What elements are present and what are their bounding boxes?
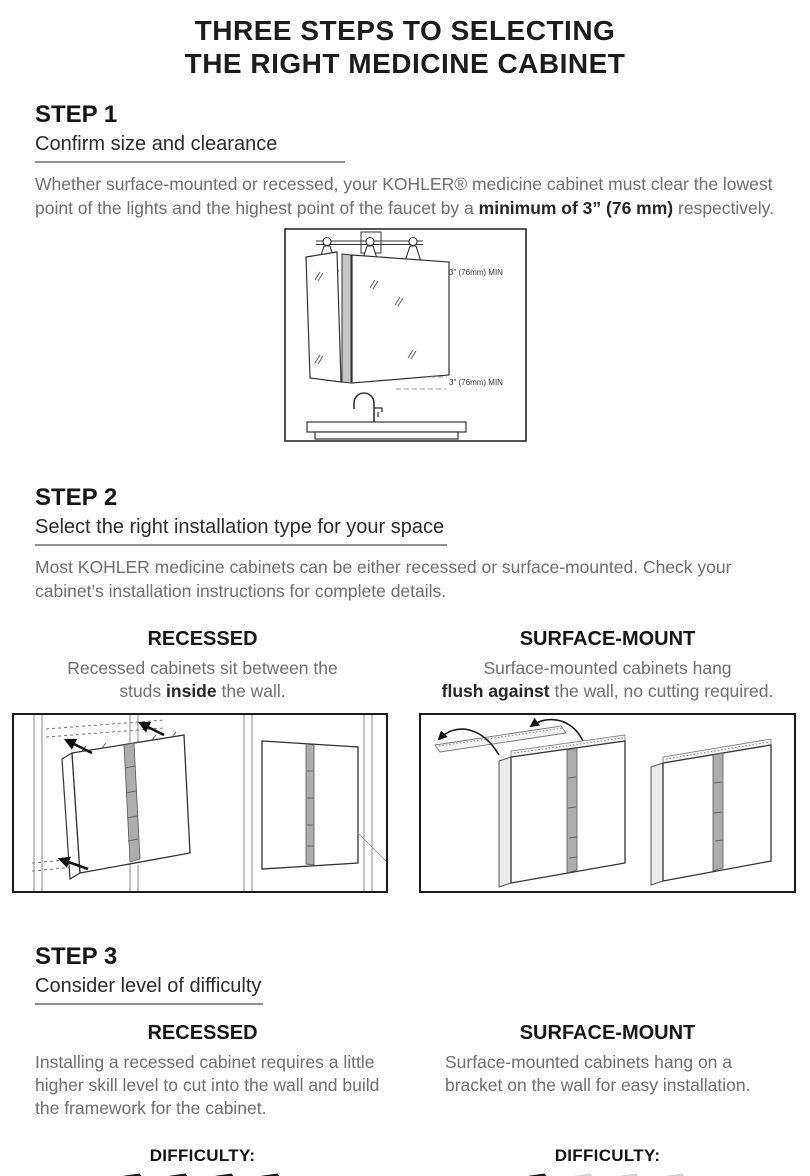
recessed-desc-line1: Recessed cabinets sit between the — [67, 658, 338, 678]
step1-subheading: Confirm size and clearance — [35, 133, 345, 163]
surface-desc-line2-post: the wall, no cutting required. — [549, 681, 774, 701]
step1-heading: STEP 1 — [35, 101, 118, 128]
step1-body-line2-pre: point of the lights and the highest point of the faucet by a — [35, 198, 479, 218]
step2-columns — [0, 627, 810, 898]
step2-section — [35, 485, 775, 603]
surface-desc-line1: Surface-mounted cabinets hang — [483, 658, 732, 678]
page-title-line1: THREE STEPS TO SELECTING — [194, 15, 616, 46]
surface-difficulty-desc: Surface-mounted cabinets hang on a bracket on the wall for easy installation. — [445, 1052, 751, 1095]
clearance-diagram-wrap — [35, 228, 775, 447]
step2-heading: STEP 2 — [35, 484, 118, 511]
surface-illustration-wrap — [419, 713, 810, 898]
step3-subheading: Consider level of difficulty — [35, 975, 263, 1005]
recessed-difficulty-column — [0, 1021, 405, 1120]
step1-body — [35, 172, 775, 220]
surface-desc-line2-bold: flush against — [441, 681, 550, 701]
recessed-difficulty-desc: Installing a recessed cabinet requires a little higher skill level to cut into the wall and build the framework for the cabinet. — [35, 1052, 380, 1118]
clearance-diagram — [284, 228, 527, 442]
surface-title-step3: SURFACE-MOUNT — [519, 1022, 696, 1044]
step2-subheading: Select the right installation type for your space — [35, 516, 447, 546]
step2-body: Most KOHLER medicine cabinets can be either recessed or surface-mounted. Check your cabinet’s installation instructions for complete details. — [35, 557, 732, 601]
difficulty-row — [0, 1146, 810, 1176]
surface-difficulty-column — [405, 1021, 810, 1120]
step3-heading: STEP 3 — [35, 943, 118, 970]
surface-title: SURFACE-MOUNT — [519, 628, 696, 650]
recessed-desc-line2-bold: inside — [166, 681, 217, 701]
surface-cabinet-hanging — [499, 735, 625, 887]
page-title — [0, 14, 810, 80]
clearance-label-bottom: 3" (76mm) MIN — [448, 378, 503, 387]
surface-difficulty-rating — [405, 1146, 810, 1176]
recessed-illustration — [12, 713, 388, 893]
step3-section — [35, 944, 775, 1005]
recessed-desc — [0, 657, 405, 703]
step3-columns — [0, 1021, 810, 1120]
step1-section — [35, 102, 775, 447]
step1-body-line2-bold: minimum of 3” (76 mm) — [478, 198, 674, 218]
step1-body-line1: Whether surface-mounted or recessed, your KOHLER® medicine cabinet must clear the lowest — [35, 174, 773, 194]
recessed-difficulty-rating — [0, 1146, 405, 1176]
recessed-difficulty-label: DIFFICULTY: — [149, 1146, 256, 1165]
recessed-illustration-wrap — [12, 713, 405, 898]
recessed-desc-line2-pre: studs — [119, 681, 167, 701]
recessed-cabinet-inserting — [62, 732, 190, 879]
step1-body-line2-post: respectively. — [673, 198, 774, 218]
surface-mount-illustration — [419, 713, 796, 893]
recessed-desc-line2-post: the wall. — [216, 681, 286, 701]
medicine-cabinet — [306, 252, 449, 383]
page-title-line2: THE RIGHT MEDICINE CABINET — [184, 48, 626, 79]
recessed-title-step3: RECESSED — [147, 1022, 258, 1044]
recessed-column — [0, 627, 405, 898]
sink-counter — [307, 422, 466, 439]
surface-difficulty-label: DIFFICULTY: — [554, 1146, 661, 1165]
surface-cabinet-mounted — [651, 739, 771, 885]
surface-desc — [405, 657, 810, 703]
recessed-title: RECESSED — [147, 628, 258, 650]
clearance-label-top: 3" (76mm) MIN — [448, 268, 503, 277]
surface-column — [405, 627, 810, 898]
